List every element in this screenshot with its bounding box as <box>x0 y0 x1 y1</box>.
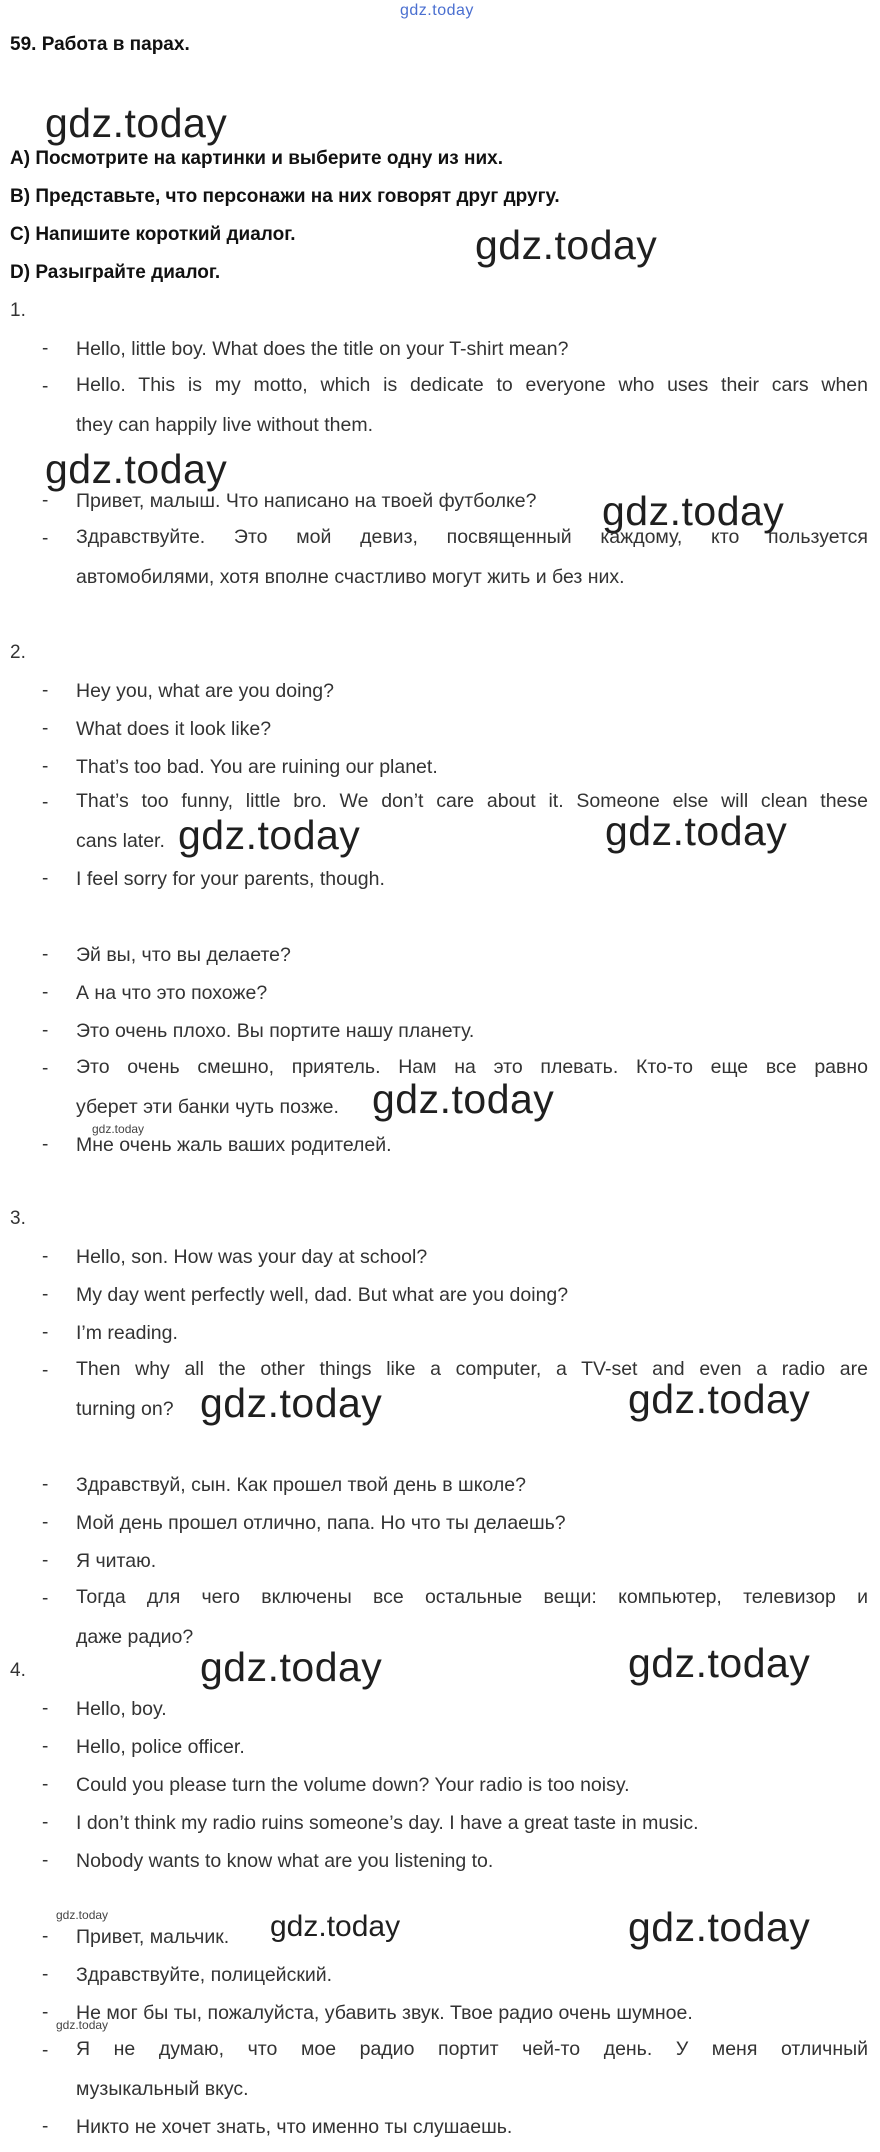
watermark: gdz.today <box>475 222 658 268</box>
watermark-small: gdz.today <box>56 1908 109 1922</box>
dash-bullet: - <box>42 490 49 511</box>
dialogue-2-en-line: cans later. <box>76 830 165 852</box>
watermark: gdz.today <box>628 1640 811 1686</box>
watermark: gdz.today <box>200 1644 383 1690</box>
dialogue-1-number: 1. <box>10 300 26 321</box>
dash-bullet: - <box>42 2116 49 2137</box>
dash-bullet: - <box>42 1322 49 1343</box>
dash-bullet: - <box>42 1284 49 1305</box>
dash-bullet: - <box>42 2002 49 2023</box>
dialogue-2-en-line: Hey you, what are you doing? <box>76 680 334 702</box>
dash-bullet: - <box>42 1020 49 1041</box>
dialogue-2-en-line: That’s too bad. You are ruining our planet. <box>76 756 438 778</box>
dialogue-3-en-line: My day went perfectly well, dad. But what are you doing? <box>76 1284 569 1306</box>
dialogue-2-ru-line: Это очень смешно, приятель. Нам на это плевать. Кто-то еще все равно <box>76 1056 868 1078</box>
dialogue-2-ru-line: уберет эти банки чуть позже. <box>76 1096 339 1118</box>
dash-bullet: - <box>42 1360 49 1381</box>
dialogue-3-ru-line: Мой день прошел отлично, папа. Но что ты делаешь? <box>76 1512 566 1534</box>
dash-bullet: - <box>42 718 49 739</box>
dialogue-4-en-line: Nobody wants to know what are you listening to. <box>76 1850 494 1872</box>
watermark: gdz.today <box>372 1076 555 1122</box>
dialogue-3-ru-line: Я читаю. <box>76 1550 157 1572</box>
dialogue-3-en-line: Then why all the other things like a computer, a TV-set and even a radio are <box>76 1358 868 1380</box>
task-a: A) Посмотрите на картинки и выберите одну из них. <box>10 148 504 169</box>
dash-bullet: - <box>42 1850 49 1871</box>
dialogue-2-en-line: What does it look like? <box>76 718 272 740</box>
dash-bullet: - <box>42 1134 49 1155</box>
dialogue-4-ru-line: музыкальный вкус. <box>76 2078 249 2100</box>
dash-bullet: - <box>42 944 49 965</box>
dash-bullet: - <box>42 982 49 1003</box>
dash-bullet: - <box>42 1550 49 1571</box>
watermark: gdz.today <box>605 808 788 854</box>
watermark: gdz.today <box>628 1376 811 1422</box>
task-d: D) Разыграйте диалог. <box>10 262 221 283</box>
watermark: gdz.today <box>270 1910 401 1943</box>
watermark-small: gdz.today <box>56 2018 109 2032</box>
dialogue-2-ru-line: Мне очень жаль ваших родителей. <box>76 1134 392 1156</box>
dash-bullet: - <box>42 1588 49 1609</box>
dialogue-3-en-line: I’m reading. <box>76 1322 178 1344</box>
watermark: gdz.today <box>178 812 361 858</box>
dash-bullet: - <box>42 2040 49 2061</box>
dash-bullet: - <box>42 792 49 813</box>
dialogue-2-ru-line: Это очень плохо. Вы портите нашу планету. <box>76 1020 475 1042</box>
dialogue-4-ru-line: Никто не хочет знать, что именно ты слушаешь. <box>76 2116 513 2138</box>
dialogue-4-en-line: I don’t think my radio ruins someone’s day. I have a great taste in music. <box>76 1812 699 1834</box>
dash-bullet: - <box>42 1698 49 1719</box>
dash-bullet: - <box>42 338 49 359</box>
dialogue-1-ru-line: автомобилями, хотя вполне счастливо могут жить и без них. <box>76 566 625 588</box>
watermark: gdz.today <box>45 446 228 492</box>
dialogue-2-en-line: That’s too funny, little bro. We don’t care about it. Someone else will clean these <box>76 790 868 812</box>
dash-bullet: - <box>42 376 49 397</box>
dash-bullet: - <box>42 868 49 889</box>
dialogue-4-ru-line: Привет, мальчик. <box>76 1926 230 1948</box>
dialogue-1-ru-line: Здравствуйте. Это мой девиз, посвященный каждому, кто пользуется <box>76 526 868 548</box>
dialogue-4-ru-line: Я не думаю, что мое радио портит чей-то день. У меня отличный <box>76 2038 868 2060</box>
dash-bullet: - <box>42 1474 49 1495</box>
dash-bullet: - <box>42 1058 49 1079</box>
dash-bullet: - <box>42 680 49 701</box>
dash-bullet: - <box>42 1812 49 1833</box>
dialogue-2-en-line: I feel sorry for your parents, though. <box>76 868 385 890</box>
dialogue-2-ru-line: А на что это похоже? <box>76 982 268 1004</box>
dialogue-4-number: 4. <box>10 1660 26 1681</box>
dialogue-3-number: 3. <box>10 1208 26 1229</box>
task-b: B) Представьте, что персонажи на них говорят друг другу. <box>10 186 560 207</box>
dialogue-4-ru-line: Не мог бы ты, пожалуйста, убавить звук. Твое радио очень шумное. <box>76 2002 693 2024</box>
dash-bullet: - <box>42 1774 49 1795</box>
dialogue-4-en-line: Could you please turn the volume down? Your radio is too noisy. <box>76 1774 630 1796</box>
watermark-top: gdz.today <box>400 2 474 19</box>
dash-bullet: - <box>42 1246 49 1267</box>
dash-bullet: - <box>42 528 49 549</box>
dash-bullet: - <box>42 1964 49 1985</box>
watermark: gdz.today <box>200 1380 383 1426</box>
dialogue-1-ru-line: Привет, малыш. Что написано на твоей футболке? <box>76 490 537 512</box>
watermark: gdz.today <box>45 100 228 146</box>
dialogue-1-en-line: they can happily live without them. <box>76 414 373 436</box>
dialogue-4-en-line: Hello, boy. <box>76 1698 167 1720</box>
dialogue-1-en-line: Hello. This is my motto, which is dedicate to everyone who uses their cars when <box>76 374 868 396</box>
dialogue-2-number: 2. <box>10 642 26 663</box>
watermark: gdz.today <box>602 488 785 534</box>
dialogue-3-en-line: turning on? <box>76 1398 174 1420</box>
dialogue-3-ru-line: даже радио? <box>76 1626 194 1648</box>
task-c: C) Напишите короткий диалог. <box>10 224 296 245</box>
dash-bullet: - <box>42 1736 49 1757</box>
dialogue-1-en-line: Hello, little boy. What does the title on your T-shirt mean? <box>76 338 569 360</box>
dialogue-4-ru-line: Здравствуйте, полицейский. <box>76 1964 333 1986</box>
exercise-title: 59. Работа в парах. <box>10 34 190 55</box>
dash-bullet: - <box>42 1512 49 1533</box>
dash-bullet: - <box>42 756 49 777</box>
dash-bullet: - <box>42 1926 49 1947</box>
dialogue-3-ru-line: Здравствуй, сын. Как прошел твой день в школе? <box>76 1474 526 1496</box>
watermark: gdz.today <box>628 1904 811 1950</box>
dialogue-3-ru-line: Тогда для чего включены все остальные вещи: компьютер, телевизор и <box>76 1586 868 1608</box>
dialogue-2-ru-line: Эй вы, что вы делаете? <box>76 944 291 966</box>
watermark-small: gdz.today <box>92 1122 145 1136</box>
dialogue-4-en-line: Hello, police officer. <box>76 1736 245 1758</box>
dialogue-3-en-line: Hello, son. How was your day at school? <box>76 1246 428 1268</box>
